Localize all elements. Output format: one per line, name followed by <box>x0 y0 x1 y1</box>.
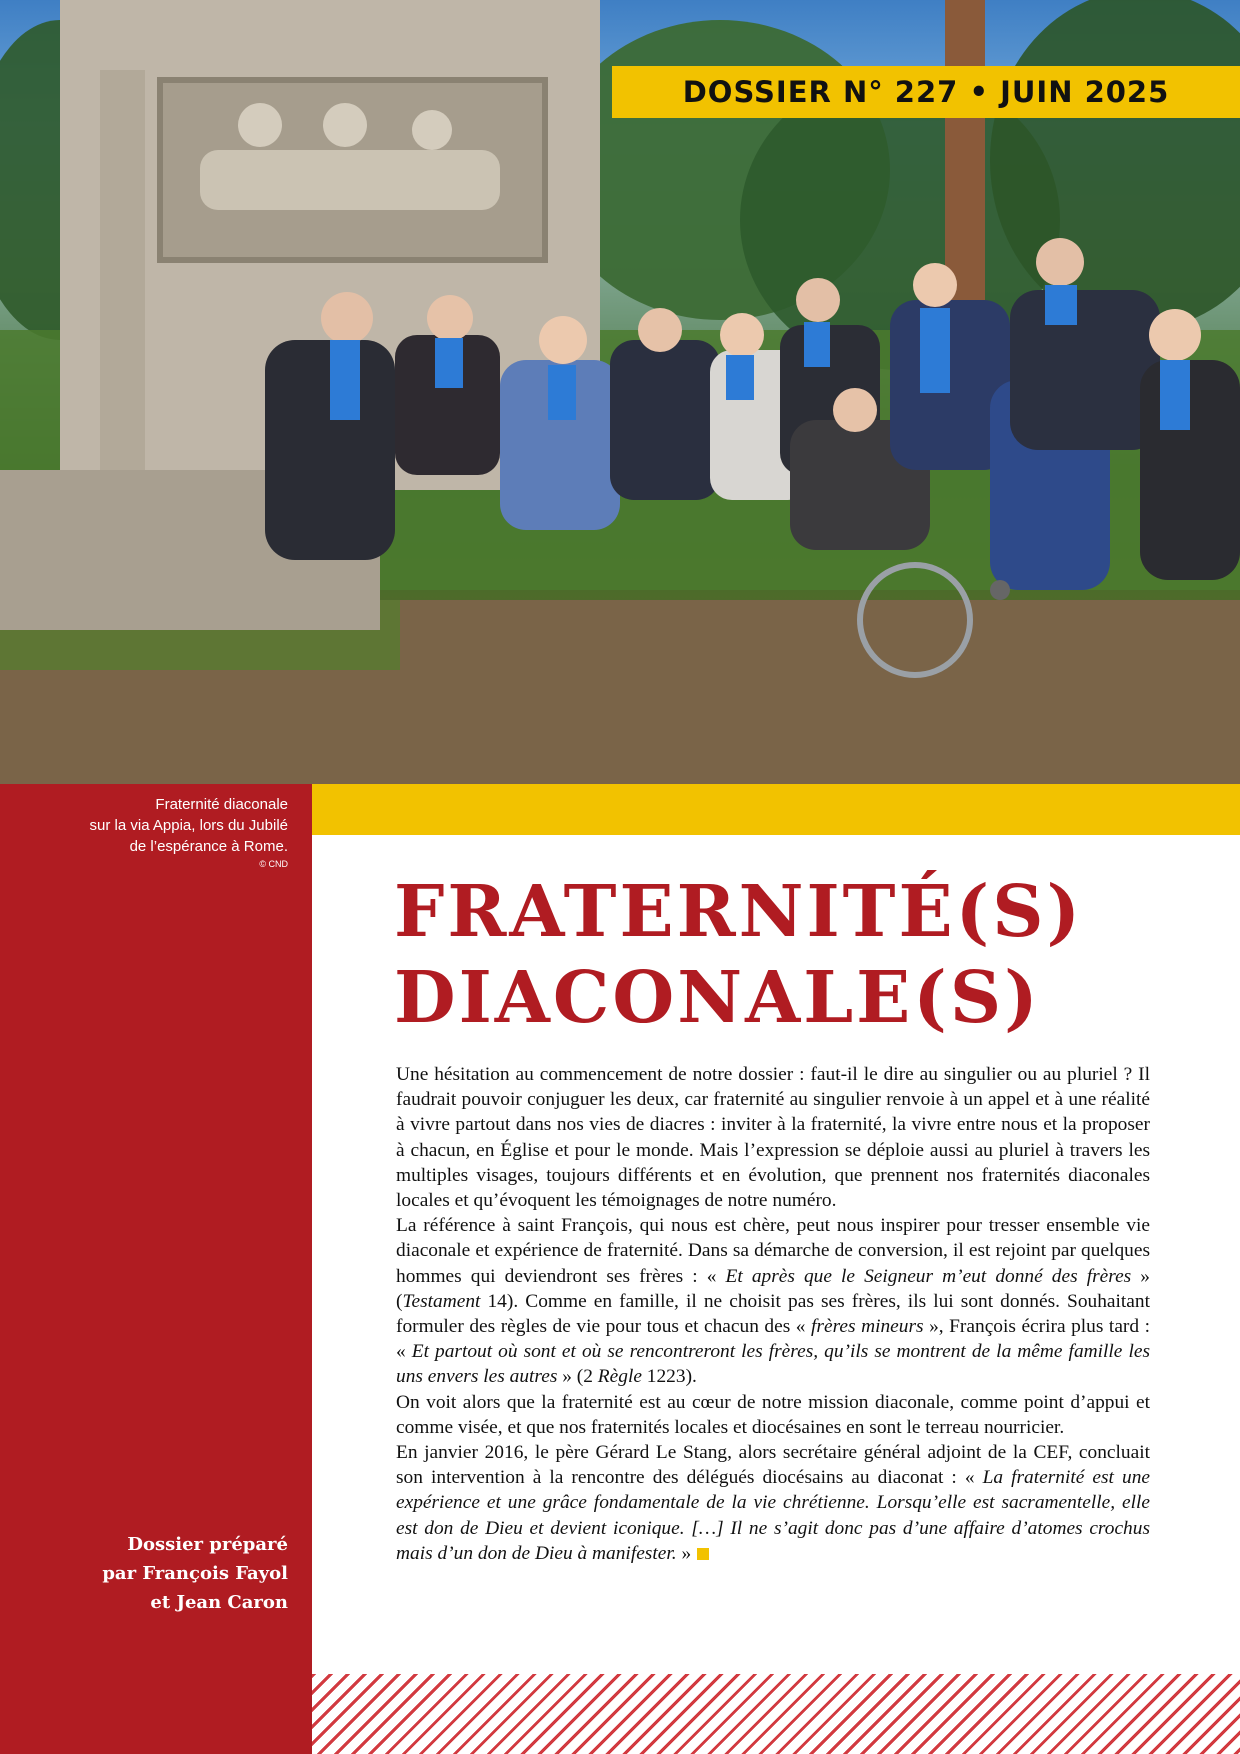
text-run: » <box>676 1542 692 1564</box>
caption-line: Fraternité diaconale <box>155 796 288 813</box>
text-run: » ( <box>396 1265 1150 1312</box>
page-title <box>394 868 1214 1040</box>
dossier-label: DOSSIER N° 227 • JUIN 2025 <box>682 75 1170 109</box>
title-line: DIACONALE(S) <box>394 955 1041 1039</box>
dossier-authors <box>8 1530 288 1617</box>
end-mark-icon <box>697 1548 709 1560</box>
authors-line: Dossier préparé <box>127 1534 288 1555</box>
text-run: » (2 <box>557 1366 598 1388</box>
text-run: 14). Comme en famille, il ne choisit pas ses frères, ils lui sont donnés. Souhaitant formuler des règles de vie pour tous et chacun des « <box>396 1290 1150 1338</box>
text-run: En janvier 2016, le père Gérard Le Stang, alors secrétaire général adjoint de la CEF, concluait son intervention à la rencontre des délégués diocésains au diaconat : « <box>396 1442 1150 1489</box>
title-line: FRATERNITÉ(S) <box>394 869 1084 953</box>
caption-line: sur la via Appia, lors du Jubilé <box>89 817 288 834</box>
hatched-footer-band <box>312 1674 1240 1754</box>
quote: Et après que le Seigneur m’eut donné des frères <box>725 1265 1132 1287</box>
article-body <box>396 1062 1150 1566</box>
photo-caption <box>8 794 288 871</box>
reference: Règle <box>597 1366 642 1388</box>
quote: frères mineurs <box>811 1316 924 1338</box>
paragraph <box>396 1440 1150 1566</box>
photo-credit: © CND <box>259 859 288 869</box>
caption-line: de l’espérance à Rome. <box>129 838 288 855</box>
quote: La fraternité est une expérience et une grâce fondamentale de la vie chrétienne. Lorsqu’elle est sacramentelle, elle est don de Dieu et devient iconique. […] Il ne s’agit donc pas d’une affaire d’atomes crochus mais d’un don de Dieu à manifester. <box>396 1467 1150 1564</box>
authors-line: et Jean Caron <box>150 1592 288 1613</box>
text-run: 1223). <box>641 1366 697 1388</box>
paragraph <box>396 1213 1150 1389</box>
left-sidebar <box>0 784 312 1754</box>
reference: Testament <box>402 1290 481 1312</box>
paragraph: Une hésitation au commencement de notre dossier : faut-il le dire au singulier ou au pluriel ? Il faudrait pouvoir conjuguer les deux, car fraternité au singulier renvoie à un appel et à une réalité à vivre partout dans nos vies de diacres : inviter à la fraternité, la vivre entre nous et la proposer à chacun, en Église et pour le monde. Mais l’expression se déploie aussi au pluriel à travers les multiples visages, toujours différents et en évolution, que prennent nos fraternités diaconales locales et qu’évoquent les témoignages de notre numéro. <box>396 1064 1150 1212</box>
authors-line: par François Fayol <box>102 1563 288 1584</box>
yellow-accent-bar <box>312 784 1240 835</box>
text-run: La référence à saint François, qui nous est chère, peut nous inspirer pour tresser ensemble vie diaconale et expérience de fraternité. Dans sa démarche de conversion, il est rejoint par quelques hommes qui deviendront ses frères : « <box>396 1215 1150 1287</box>
quote: Et partout où sont et où se rencontreront les frères, qu’ils se montrent de la même famille les uns envers les autres <box>396 1341 1150 1388</box>
cover-photo <box>0 0 1240 784</box>
text-run: », François écrira plus tard : « <box>396 1316 1150 1363</box>
paragraph: On voit alors que la fraternité est au cœur de notre mission diaconale, comme point d’appui et comme visée, et que nos fraternités locales et diocésaines en sont le terreau nourricier. <box>396 1391 1150 1438</box>
dossier-banner <box>612 66 1240 118</box>
